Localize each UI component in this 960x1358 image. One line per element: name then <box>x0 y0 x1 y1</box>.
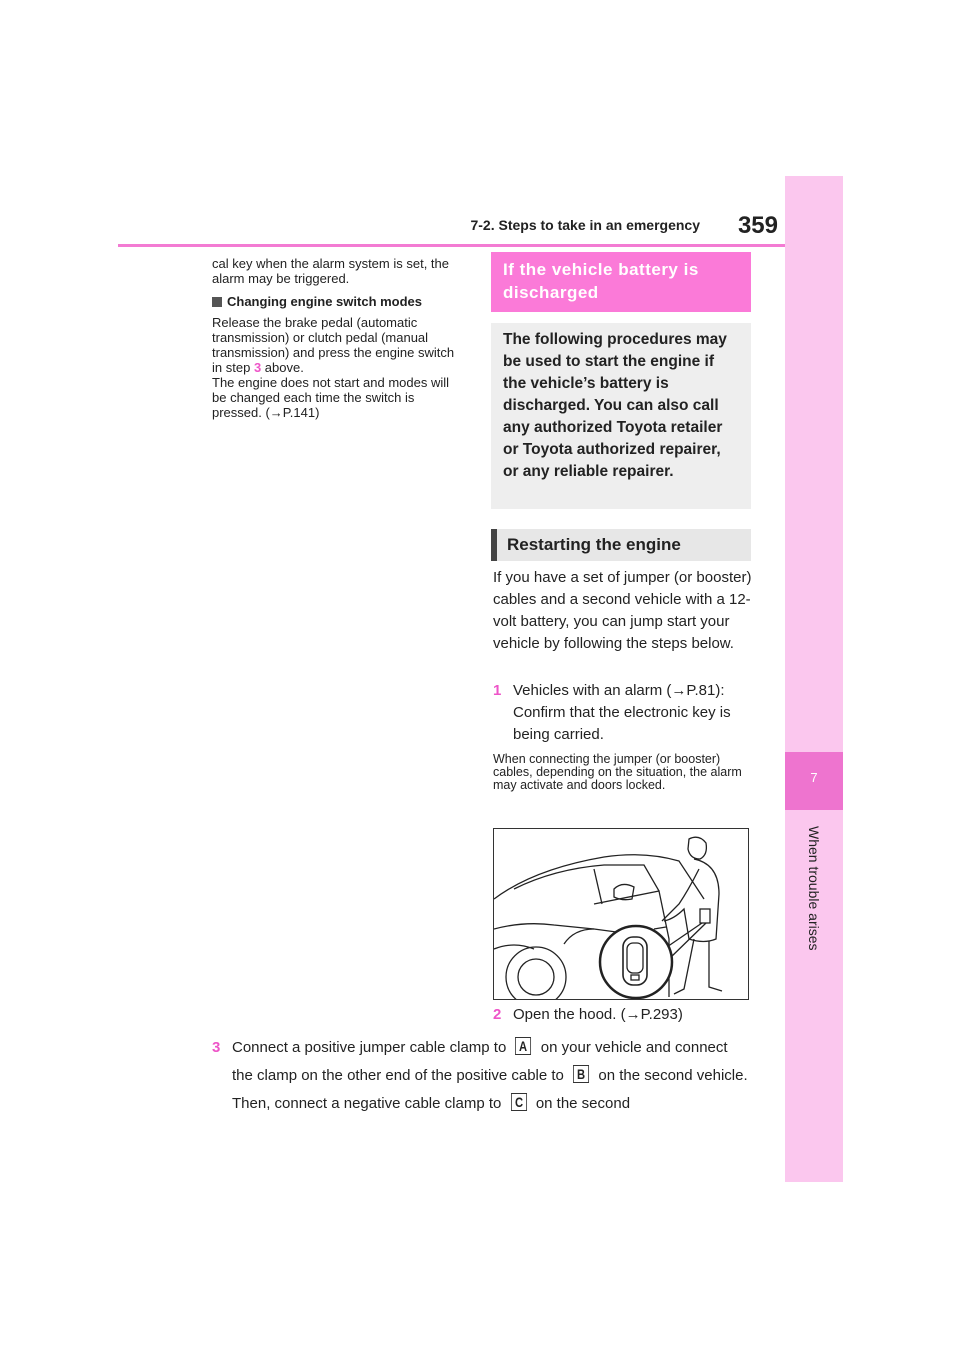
step-text: Vehicles with an alarm (→P.81): Confirm that the electronic key is being carried. <box>513 682 731 743</box>
step-reference: 3 <box>253 360 262 375</box>
square-bullet-icon <box>212 297 222 307</box>
car-illustration-icon <box>494 829 748 999</box>
label-a-box: A <box>515 1037 531 1055</box>
step-number: 1 <box>493 682 502 699</box>
step-text-part: Connect a positive jumper cable clamp to <box>232 1039 507 1056</box>
step-text-part: on the second <box>535 1095 631 1112</box>
step-1 <box>493 680 755 746</box>
step-2 <box>493 1004 755 1026</box>
intro-box: The following procedures may be used to start the engine if the vehicle’s battery is discharged. You can also call any authorized Toyota retailer or Toyota authorized repairer, or any reliable repairer. <box>491 323 751 509</box>
label-c-box: C <box>511 1093 527 1111</box>
step-number: 3 <box>212 1039 221 1056</box>
paragraph-switch-modes <box>212 315 464 420</box>
chapter-title: When trouble arises <box>806 825 822 951</box>
body-paragraph: If you have a set of jumper (or booster) cables and a second vehicle with a 12-volt battery, you can jump start your vehicle by following the steps below. <box>493 569 752 652</box>
subheading <box>212 294 464 309</box>
heading-restarting-engine: Restarting the engine <box>491 529 751 561</box>
page-number: 359 <box>737 212 778 239</box>
chapter-number: 7 <box>810 770 818 785</box>
step-text-part: on your vehicle and connect the clamp on the other end of the positive cable to <box>232 1039 728 1084</box>
note-text: When connecting the jumper (or booster) cables, depending on the situation, the alarm may activate and doors locked. <box>493 752 742 792</box>
step-3 <box>212 1034 752 1118</box>
step-number: 2 <box>493 1006 502 1023</box>
step-text <box>232 1034 752 1118</box>
continued-text: cal key when the alarm system is set, the alarm may be triggered. <box>212 256 449 286</box>
header-rule <box>118 244 785 247</box>
heading-battery-discharged: If the vehicle battery is discharged <box>491 252 751 312</box>
label-b-box: B <box>573 1065 589 1083</box>
chapter-side-strip <box>785 176 843 1182</box>
section-title: 7-2. Steps to take in an emergency <box>470 217 700 233</box>
illustration-person-car-key <box>493 828 749 1000</box>
step-text-part: on the second vehicle. Then, connect a negative cable clamp to <box>232 1067 748 1112</box>
paragraph-text: Release the brake pedal (automatic transmission) or clutch pedal (manual transmission) and press the engine switch in step <box>212 315 455 375</box>
subheading-text: Changing engine switch modes <box>227 294 423 309</box>
left-column <box>212 256 464 428</box>
paragraph-text: The engine does not start and modes will be changed each time the switch is pressed. (→P.141) <box>212 375 450 420</box>
paragraph-text: above. <box>264 360 304 375</box>
step-text: Open the hood. (→P.293) <box>513 1006 683 1023</box>
